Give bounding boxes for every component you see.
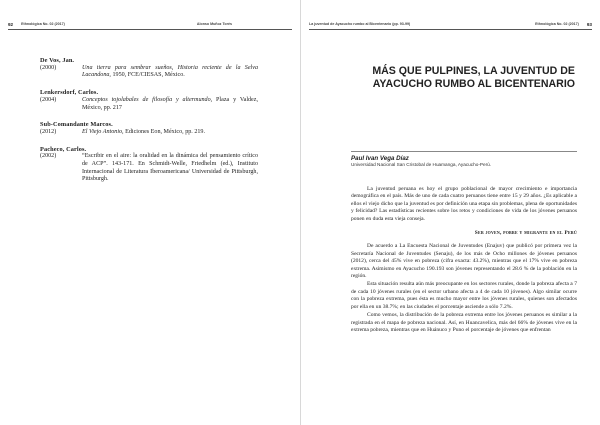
section-heading: Ser joven, pobre y migrante en el Perú	[474, 230, 577, 237]
reference-details: “Escribir en el aire: la oralidad en la dinámica del pensamiento crítico de ACP”. 143-171. En Schmidt-Welle, Friedhelm (ed.), Instituto Internacional de Literatura Iberoamericana/ Universidad de Pittsburgh, Pittsburgh.	[82, 153, 258, 183]
reference-entry	[40, 89, 258, 112]
right-journal-name: Ethnológica No. 02 (2017)	[535, 22, 579, 26]
reference-author: Lenkersdorf, Carlos.	[40, 89, 99, 97]
left-journal-name: Ethnológica No. 02 (2017)	[21, 22, 65, 26]
reference-year: (2004)	[40, 96, 57, 103]
reference-title: Conceptos tojolabales de filosofía y altermundo,	[82, 96, 213, 103]
reference-title: Una tierra para sembrar sueños, Historia reciente de la Selva Lacandona,	[82, 64, 258, 79]
bibliography	[40, 57, 258, 193]
reference-entry	[40, 57, 258, 80]
right-running-title: La juventud de Ayacucho rumbo al Bicentenario (pp. 93-99)	[309, 22, 411, 26]
intro-paragraph: La juventud peruana es hoy el grupo poblacional de mayor crecimiento e importancia demográfica en el país. Más de uno de cada cuatro peruanos tiene entre 15 y 29 años. ¿Es aplicable a ellos el viejo dicho que la juventud es por definición una etapa sin problemas, plena de oportunidades y felicidad? Las estadísticas recientes sobre los retos y condiciones de vida de los jóvenes peruanos ponen en duda esta vieja conseja.	[351, 186, 577, 222]
reference-title: El Viejo Antonio,	[82, 128, 124, 135]
article-title: MÁS QUE PULPINES, LA JUVENTUD DE AYACUCHO RUMBO AL BICENTENARIO	[372, 65, 575, 90]
left-page-header	[8, 19, 292, 30]
reference-details: Plaza y Valdez, México, pp. 217	[82, 96, 258, 111]
article-byline	[351, 151, 577, 168]
left-header-author: Alonso Muñoz Torés	[196, 22, 232, 26]
reference-author: Pacheco, Carlos.	[40, 145, 87, 153]
body-paragraph: Esta situación resulta aún más preocupante en los sectores rurales, donde la pobreza afecta a 7 de cada 10 jóvenes rurales (en el sector urbano afecta a 4 de cada 10 jóvenes). Algo similar ocurre con la pobreza extrema, pues ésta es mucho mayor entre los jóvenes rurales, quienes son afectados por ella en un 38.7%; en las ciudades el porcentaje asciende a sólo 7.2%.	[351, 281, 577, 310]
right-page-number: 93	[586, 21, 592, 27]
reference-details: 1950, FCE/CIESAS, México.	[110, 72, 185, 79]
reference-year: (2002)	[40, 153, 57, 160]
reference-year: (2012)	[40, 128, 57, 135]
article-body	[351, 186, 577, 335]
reference-entry	[40, 146, 258, 185]
reference-author: De Vos, Jan.	[40, 57, 75, 64]
body-paragraph: De acuerdo a La Encuesta Nacional de Juventudes (Enajuv) que publicó por primera vez la Secretaría Nacional de Juventudes (Senaju), de los más de Ocho millones de jóvenes peruanos (2012), cerca del 45% vive en pobreza (cifra exacta: 43.2%), mientras que el 17% vive en pobreza extrema. Asimismo en Ayacucho 190.193 son jóvenes representando el 28.6 % de la población en la región.	[351, 243, 577, 280]
reference-year: (2000)	[40, 64, 57, 71]
reference-author: Sub-Comandante Marcos.	[40, 121, 113, 129]
author-affiliation: Universidad Nacional San Cristobal de Huamanga, Ayacucho-Perú.	[351, 162, 492, 167]
left-page-number: 92	[8, 21, 14, 27]
body-paragraph: Como vemos, la distribución de la pobreza extrema entre los jóvenes peruanos es similar a la registrada en el mapa de pobreza nacional. Así, en Huancavelica, más del 66% de jóvenes vive en la extrema pobreza, mientras que en Huánuco y Puno el porcentaje de jóvenes que enfrentan	[351, 312, 577, 333]
reference-entry	[40, 121, 258, 136]
author-name: Paul Ivan Vega Díaz	[351, 155, 409, 162]
right-page-header	[309, 19, 592, 30]
right-page	[300, 0, 600, 425]
reference-details: Ediciones Eon, México, pp. 219.	[123, 128, 205, 135]
